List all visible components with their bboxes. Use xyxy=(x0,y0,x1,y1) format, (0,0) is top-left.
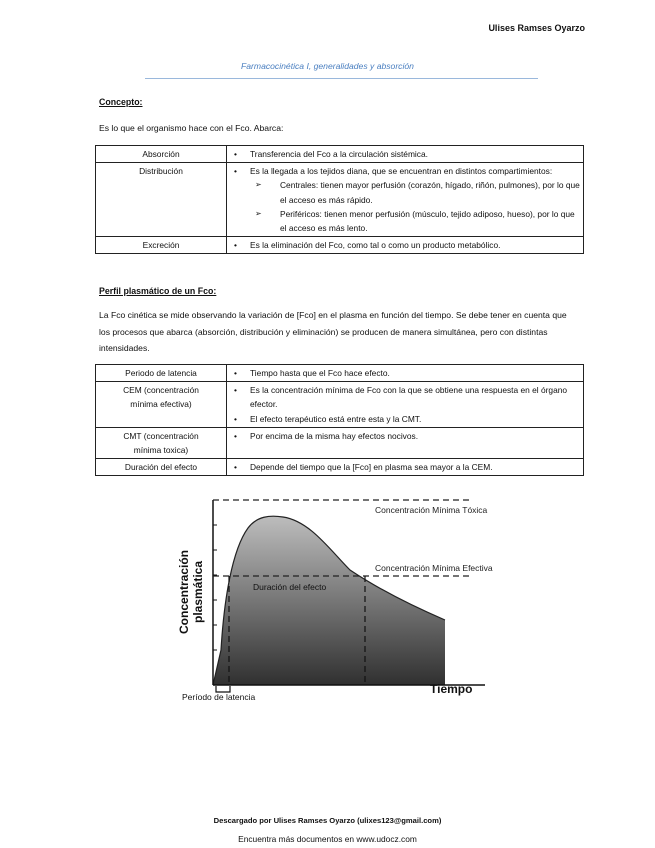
list-item: • Es la eliminación del Fco, como tal o como un producto metabólico. xyxy=(230,238,580,252)
table-row xyxy=(96,459,584,476)
toxic-label: Concentración Mínima Tóxica xyxy=(375,505,488,515)
table-row xyxy=(96,365,584,382)
sub-list-item: ➢ Periféricos: tienen menor perfusión (músculo, tejido adiposo, hueso), por lo que el acceso es más lento. xyxy=(250,207,580,235)
profile-paragraph: La Fco cinética se mide observando la variación de [Fco] en el plasma en función del tiempo. Se debe tener en cuenta que los procesos que abarca (absorción, distribución y eliminación) se producen de manera simultánea, pero con distintas intensidades. xyxy=(99,310,567,353)
table-row xyxy=(96,237,584,254)
profile-heading: Perfil plasmático de un Fco: xyxy=(99,286,217,296)
effective-label: Concentración Mínima Efectiva xyxy=(375,563,493,573)
row-label: Distribución xyxy=(96,163,227,237)
row-label: CMT (concentración mínima toxica) xyxy=(96,427,227,458)
row-content xyxy=(227,365,584,382)
plasma-profile-diagram xyxy=(160,480,510,710)
list-item: • Depende del tiempo que la [Fco] en plasma sea mayor a la CEM. xyxy=(230,460,580,474)
row-content xyxy=(227,146,584,163)
row-label: Excreción xyxy=(96,237,227,254)
list-item-text: Es la llegada a los tejidos diana, que se encuentran en distintos compartimientos: xyxy=(250,166,553,177)
list-item: • Tiempo hasta que el Fco hace efecto. xyxy=(230,366,580,380)
list-item: • Por encima de la misma hay efectos nocivos. xyxy=(230,429,580,443)
list-item: • El efecto terapéutico está entre esta y la CMT. xyxy=(230,412,580,426)
row-label: Absorción xyxy=(96,146,227,163)
table-row xyxy=(96,146,584,163)
footer-downloaded-by: Descargado por Ulises Ramses Oyarzo (ulixes123@gmail.com) xyxy=(213,816,442,825)
row-content xyxy=(227,459,584,476)
x-axis-label: Tiempo xyxy=(430,682,473,696)
row-content xyxy=(227,382,584,428)
profile-table xyxy=(95,364,584,476)
y-axis-label-line-1: Concentración xyxy=(177,549,191,635)
sub-list-item: ➢ Centrales: tienen mayor perfusión (corazón, hígado, riñón, pulmones), por lo que el acceso es más rápido. xyxy=(250,178,580,206)
row-content xyxy=(227,163,584,237)
row-label: CEM (concentración mínima efectiva) xyxy=(96,382,227,428)
document-subtitle: Farmacocinética I, generalidades y absorción xyxy=(241,61,414,71)
row-content xyxy=(227,427,584,458)
row-content xyxy=(227,237,584,254)
footer-source: Encuentra más documentos en www.udocz.com xyxy=(238,834,417,844)
list-item: • Es la concentración mínima de Fco con la que se obtiene una respuesta en el órgano efector. xyxy=(230,383,580,411)
concept-heading: Concepto: xyxy=(99,97,143,107)
duration-label: Duración del efecto xyxy=(253,582,327,592)
table-row xyxy=(96,163,584,237)
header-author: Ulises Ramses Oyarzo xyxy=(488,23,585,33)
row-label: Duración del efecto xyxy=(96,459,227,476)
table-row xyxy=(96,427,584,458)
concentration-curve-area xyxy=(213,516,445,685)
row-label: Periodo de latencia xyxy=(96,365,227,382)
list-item xyxy=(230,164,580,235)
list-item: • Transferencia del Fco a la circulación sistémica. xyxy=(230,147,580,161)
subtitle-divider xyxy=(145,78,538,79)
latency-label: Período de latencia xyxy=(182,692,256,702)
concept-intro: Es lo que el organismo hace con el Fco. Abarca: xyxy=(99,123,284,133)
y-axis-label-line-2: plasmática xyxy=(191,560,205,624)
table-row xyxy=(96,382,584,428)
concept-table xyxy=(95,145,584,254)
